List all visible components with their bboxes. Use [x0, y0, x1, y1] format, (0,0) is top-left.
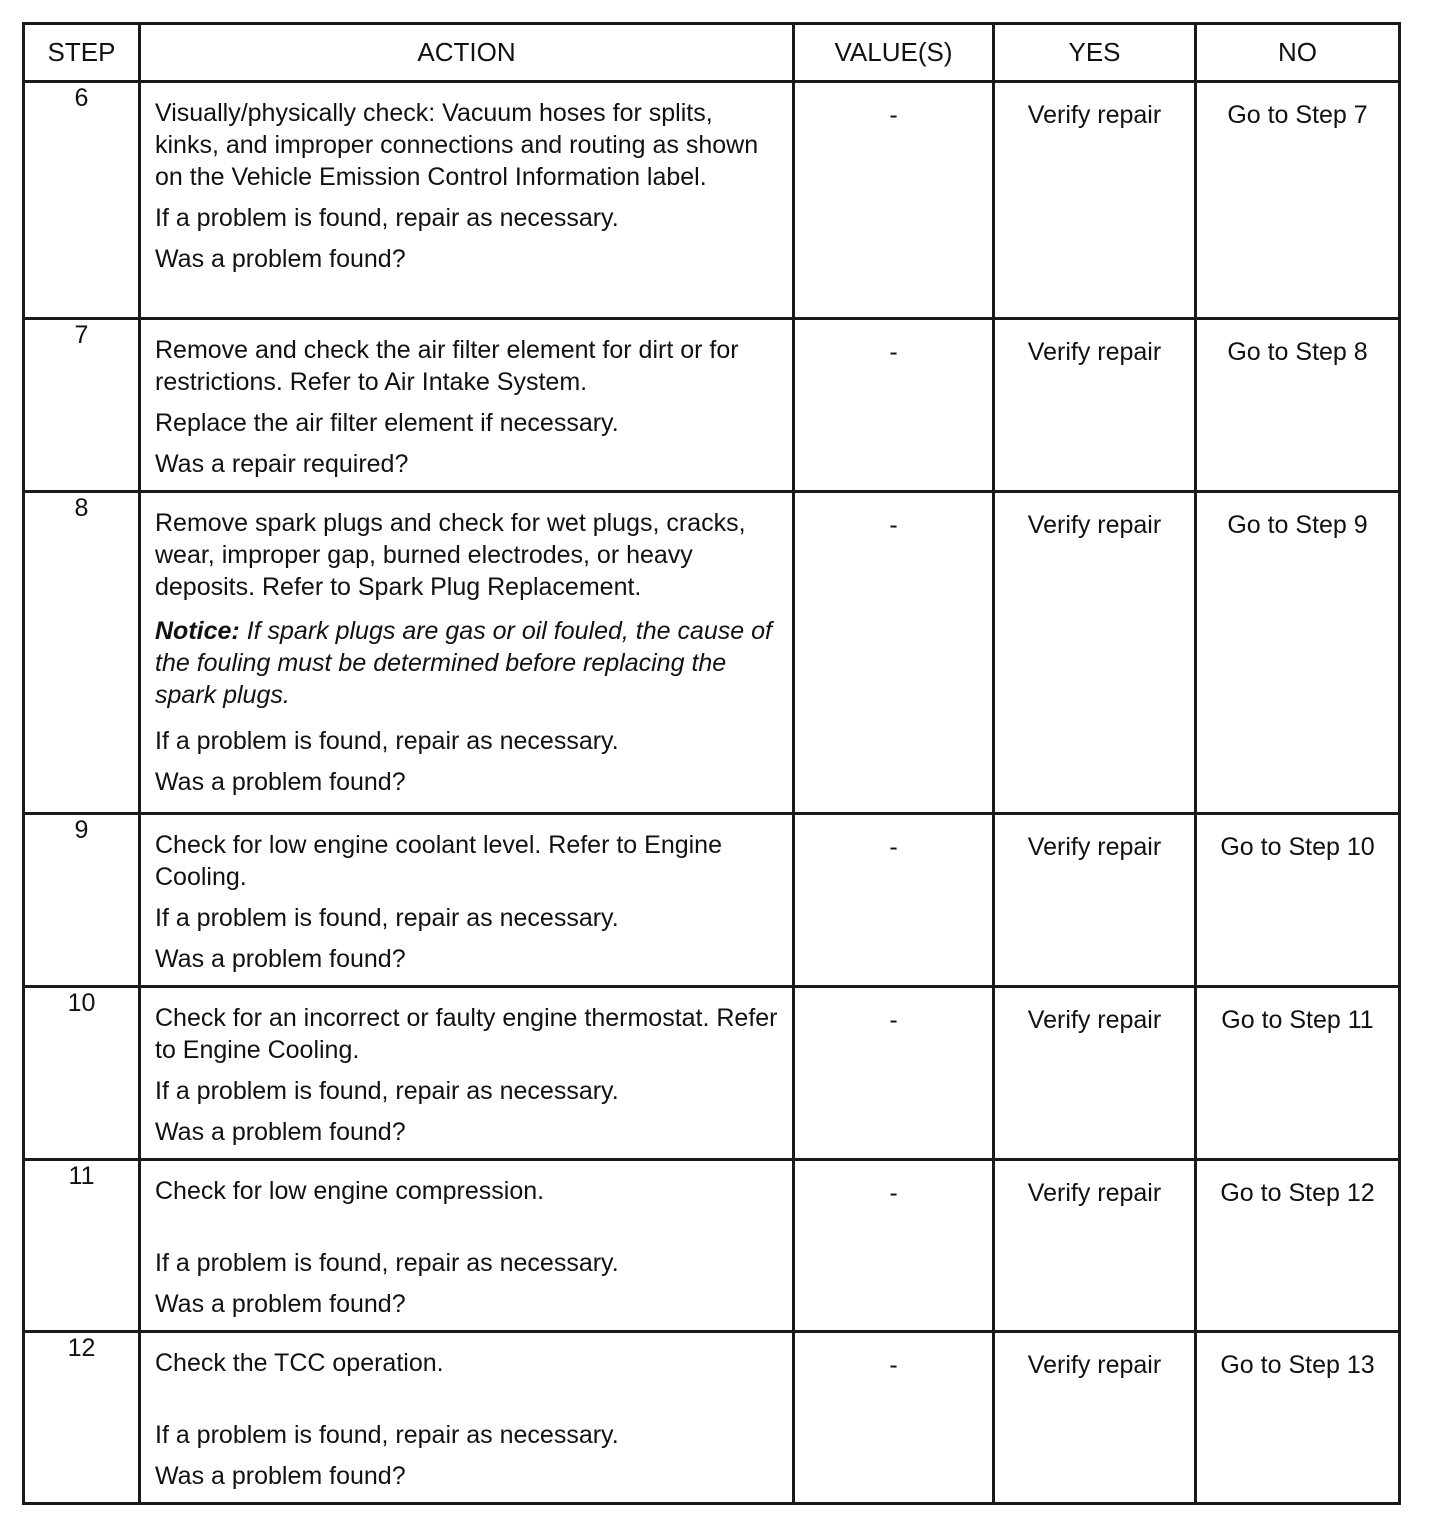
action-repair: If a problem is found, repair as necessary.	[155, 1249, 619, 1277]
table-row-step-8	[24, 492, 1400, 814]
yes-cell: Verify repair	[994, 1160, 1196, 1332]
no-cell: Go to Step 9	[1196, 492, 1400, 814]
header-step: STEP	[24, 24, 140, 82]
value-cell: -	[794, 492, 994, 814]
no-cell: Go to Step 10	[1196, 814, 1400, 987]
action-question: Was a problem found?	[155, 1118, 406, 1146]
action-cell	[140, 492, 794, 814]
action-cell	[140, 82, 794, 319]
value-cell: -	[794, 987, 994, 1160]
step-number: 9	[24, 814, 140, 987]
action-check: Check for an incorrect or faulty engine thermostat. Refer to Engine Cooling.	[155, 1004, 778, 1064]
action-question: Was a problem found?	[155, 945, 406, 973]
action-question: Was a problem found?	[155, 245, 406, 273]
value-cell: -	[794, 1332, 994, 1504]
action-repair: If a problem is found, repair as necessary.	[155, 727, 619, 755]
step-number: 10	[24, 987, 140, 1160]
no-cell: Go to Step 7	[1196, 82, 1400, 319]
step-number: 6	[24, 82, 140, 319]
action-cell	[140, 987, 794, 1160]
action-question: Was a problem found?	[155, 1290, 406, 1318]
table-row-step-10	[24, 987, 1400, 1160]
value-cell: -	[794, 82, 994, 319]
yes-cell: Verify repair	[994, 1332, 1196, 1504]
yes-cell: Verify repair	[994, 814, 1196, 987]
table-row-step-7	[24, 319, 1400, 492]
step-number: 8	[24, 492, 140, 814]
step-number: 7	[24, 319, 140, 492]
yes-cell: Verify repair	[994, 987, 1196, 1160]
table-row-step-9	[24, 814, 1400, 987]
notice-label: Notice:	[155, 617, 240, 645]
action-cell	[140, 1160, 794, 1332]
header-values: VALUE(S)	[794, 24, 994, 82]
no-cell: Go to Step 12	[1196, 1160, 1400, 1332]
value-cell: -	[794, 319, 994, 492]
header-action: ACTION	[140, 24, 794, 82]
step-number: 11	[24, 1160, 140, 1332]
action-question: Was a repair required?	[155, 450, 409, 478]
action-repair: If a problem is found, repair as necessary.	[155, 904, 619, 932]
action-cell	[140, 319, 794, 492]
action-cell	[140, 1332, 794, 1504]
no-cell: Go to Step 13	[1196, 1332, 1400, 1504]
action-repair: Replace the air filter element if necessary.	[155, 409, 619, 437]
diagnostic-table	[22, 22, 1401, 1505]
yes-cell: Verify repair	[994, 492, 1196, 814]
action-check: Check for low engine compression.	[155, 1177, 545, 1205]
action-question: Was a problem found?	[155, 1462, 406, 1490]
action-repair: If a problem is found, repair as necessary.	[155, 204, 619, 232]
step-number: 12	[24, 1332, 140, 1504]
header-yes: YES	[994, 24, 1196, 82]
table-row-step-12	[24, 1332, 1400, 1504]
no-cell: Go to Step 11	[1196, 987, 1400, 1160]
action-repair: If a problem is found, repair as necessary.	[155, 1421, 619, 1449]
value-cell: -	[794, 814, 994, 987]
action-cell	[140, 814, 794, 987]
notice-text	[155, 615, 780, 711]
no-cell: Go to Step 8	[1196, 319, 1400, 492]
action-check: Remove and check the air filter element for dirt or for restrictions. Refer to Air Intake System.	[155, 336, 739, 396]
action-question: Was a problem found?	[155, 768, 406, 796]
header-no: NO	[1196, 24, 1400, 82]
action-check: Visually/physically check: Vacuum hoses for splits, kinks, and improper connections and routing as shown on the Vehicle Emission Control Information label.	[155, 99, 759, 191]
action-repair: If a problem is found, repair as necessary.	[155, 1077, 619, 1105]
yes-cell: Verify repair	[994, 319, 1196, 492]
yes-cell: Verify repair	[994, 82, 1196, 319]
value-cell: -	[794, 1160, 994, 1332]
action-check: Remove spark plugs and check for wet plugs, cracks, wear, improper gap, burned electrodes, or heavy deposits. Refer to Spark Plug Replacement.	[155, 509, 746, 601]
header-row	[24, 24, 1400, 82]
notice-body: If spark plugs are gas or oil fouled, the cause of the fouling must be determined before replacing the spark plugs.	[155, 617, 772, 709]
table-row-step-6	[24, 82, 1400, 319]
table-row-step-11	[24, 1160, 1400, 1332]
action-check: Check for low engine coolant level. Refer to Engine Cooling.	[155, 831, 722, 891]
action-check: Check the TCC operation.	[155, 1349, 444, 1377]
